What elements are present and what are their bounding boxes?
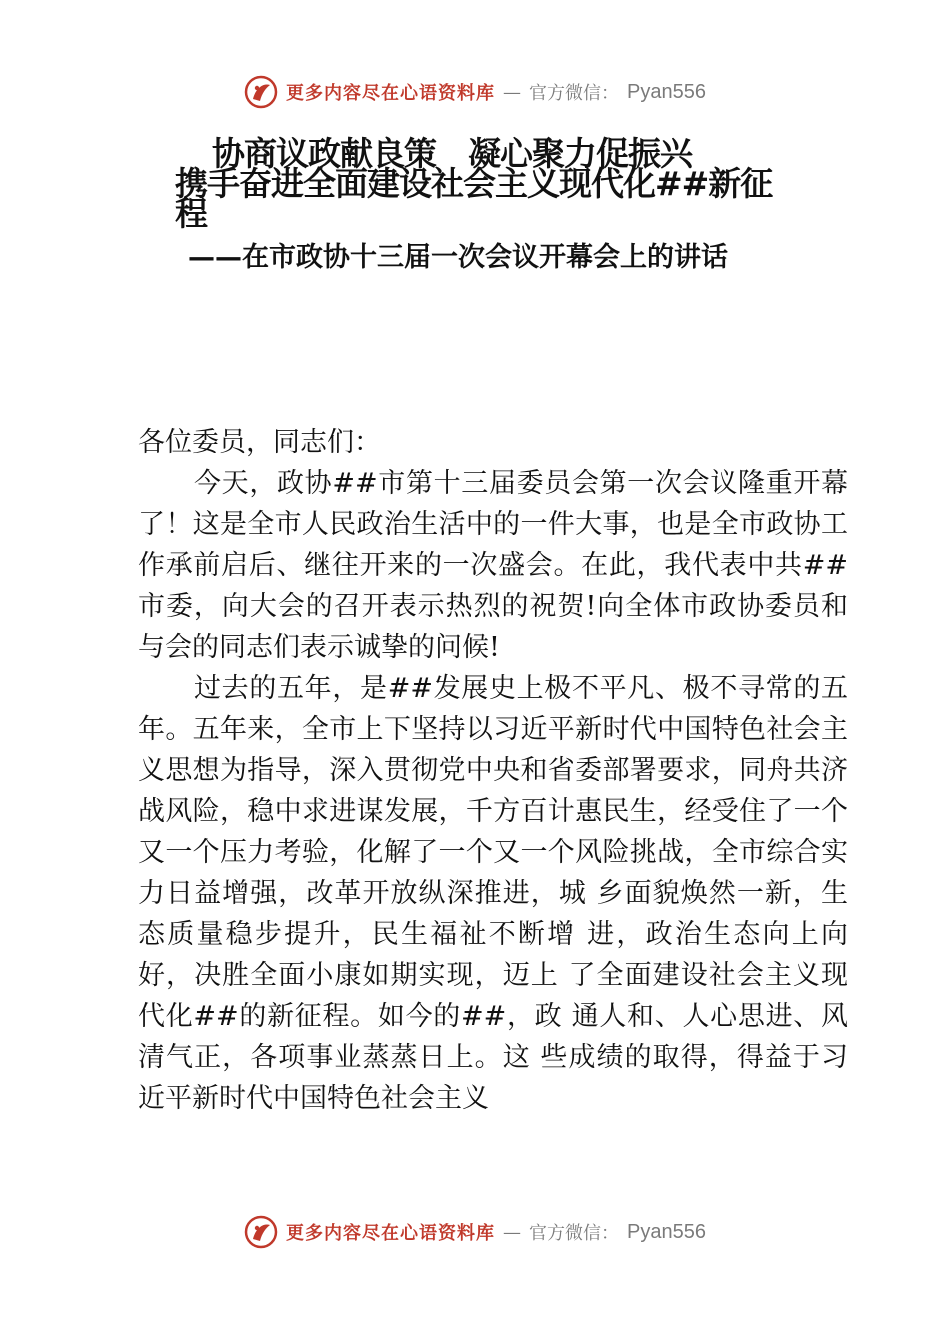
wechat-id: Pyan556 xyxy=(627,80,706,103)
salutation: 各位委员，同志们： xyxy=(138,427,381,458)
document-title-line-2: 携手奋进全面建设社会主义现代化##新征 xyxy=(175,164,773,203)
paragraph-1: 今天，政协##市第十三届委员会第一次会议隆重开幕了！这是全市人民政治生活中的一件大事，也是全市政协工作承前启后、继往开来的一次盛会。在此，我代表中共##市委，向大会的召开表示热烈的祝贺!向全体市政协委员和与会的同志们表示诚挚的问候! xyxy=(138,468,848,663)
header-banner xyxy=(0,72,950,112)
brand-text: 更多内容尽在心语资料库 xyxy=(286,1223,496,1244)
banner-separator: — xyxy=(503,1221,522,1243)
wechat-label: 官方微信： xyxy=(529,83,620,104)
brand-logo-icon xyxy=(244,75,278,109)
wechat-label: 官方微信： xyxy=(529,1223,620,1244)
brand-text: 更多内容尽在心语资料库 xyxy=(286,83,496,104)
document-subtitle: ——在市政协十三届一次会议开幕会上的讲话 xyxy=(188,242,728,273)
wechat-id: Pyan556 xyxy=(627,1220,706,1243)
paragraph-2: 过去的五年，是##发展史上极不平凡、极不寻常的五年。五年来，全市上下坚持以习近平新时代中国特色社会主义思想为指导，深入贯彻党中央和省委部署要求，同舟共济战风险，稳中求进谋发展，千方百计惠民生，经受住了一个又一个压力考验，化解了一个又一个风险挑战，全市综合实力日益增强，改革开放纵深推进，城 乡面貌焕然一新，生态质量稳步提升，民生福祉不断增 进，政治生态向上向好，决胜全面小康如期实现，迈上 了全面建设社会主义现代化##的新征程。如今的##，政 通人和、人心思进、风清气正，各项事业蒸蒸日上。这 些成绩的取得，得益于习近平新时代中国特色社会主义 xyxy=(138,673,848,1114)
banner-separator: — xyxy=(503,81,522,103)
document-body xyxy=(138,422,848,1119)
document-title-line-3: 程 xyxy=(175,194,207,233)
brand-logo-icon xyxy=(244,1215,278,1249)
footer-banner xyxy=(0,1212,950,1252)
document-title-line-1: 协商议政献良策 凝心聚力促振兴 xyxy=(212,134,692,173)
